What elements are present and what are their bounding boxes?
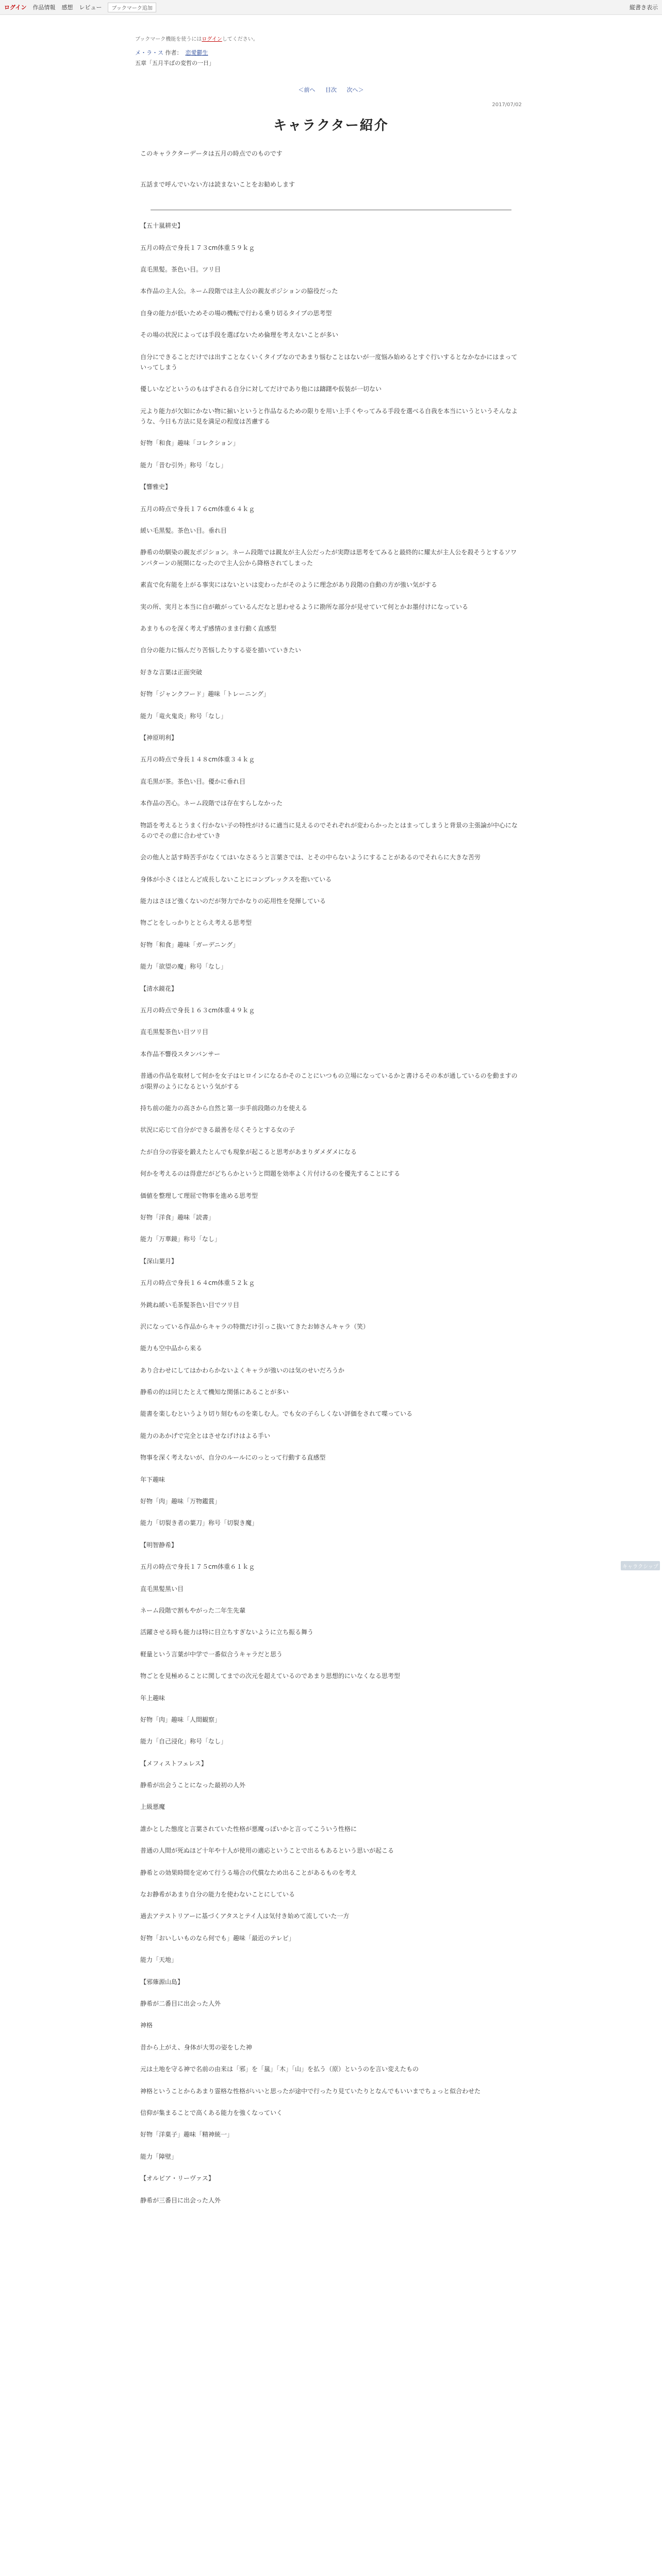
body-paragraph: 持ち前の能力の高さから自然と第一歩手前段階の力を使える (140, 1104, 308, 1112)
chapter-title: キャラクター紹介 (273, 118, 389, 133)
body-paragraph: 年上趣味 (140, 1694, 166, 1702)
body-paragraph: あり合わせにしてはかわらかないよくキャラが強いのは気のせいだろうか (140, 1366, 345, 1374)
body-paragraph: 直毛黒髪黒い目 (140, 1585, 184, 1592)
body-paragraph: 能力「自己浸化」称号「なし」 (140, 1738, 227, 1745)
body-paragraph: 元は土地を守る神で名前の由来は「邪」を「嵐」「木」「山」を払う（原）というのを言い変えたもの (140, 2065, 419, 2073)
body-paragraph: 好物「洋食」趣味「読書」 (140, 1213, 215, 1221)
body-paragraph: 直毛黒髪。茶色い目。ツリ目 (140, 265, 221, 273)
works-link[interactable]: 作品情報 (32, 4, 56, 11)
body-paragraph: 優しいなどというのもはずされる自分に対してだけであり他には躊躇や仮装が一切ない (140, 385, 382, 393)
chapter-body (135, 221, 527, 2206)
preface-line: このキャラクターデータは五月の時点でのものです (140, 150, 283, 157)
body-paragraph: あまりものを深く考えず感情のまま行動く直感型 (140, 625, 277, 632)
body-paragraph: 直毛黒が茶。茶色い目。優かに垂れ目 (140, 777, 246, 785)
body-paragraph: 五月の時点で身長１７６cm体重６４ｋｇ (140, 505, 255, 513)
body-paragraph: 静希が二番目に出会った人外 (140, 2000, 221, 2007)
vertical-view-link[interactable]: 縦書き表示 (630, 4, 658, 11)
body-paragraph: 能力のあかげで完全とはさせなげけはよる手い (140, 1432, 271, 1439)
body-paragraph: 神格ということからあまり霊格な性格がいいと思ったが途中で行ったり見ていたりとなんでもいいまでちょっと似合わせた (140, 2087, 481, 2095)
body-paragraph: 好物「洋菓子」趣味「精神統一」 (140, 2131, 234, 2139)
body-paragraph: 五月の時点で身長１７５cm体重６１ｋｇ (140, 1563, 255, 1571)
body-paragraph: 能力「切裂き者の葉刀」称号「切裂き魔」 (140, 1519, 258, 1527)
body-paragraph: 【オルビア・リーヴァス】 (140, 2175, 214, 2182)
body-paragraph: 身体が小さくほとんど成長しないことにコンプレックスを抱いている (140, 875, 332, 883)
body-paragraph: 静希との効果時間を定めて行うる場合の代償なため出ることがあるものを考え (140, 1869, 357, 1876)
login-notice: ブックマーク機能を使うにはログインしてください。 (135, 37, 258, 42)
body-paragraph: 神格 (140, 2022, 153, 2029)
preface-line: 五話まで呼んでいない方は読まないことをお勧めします (140, 180, 295, 188)
body-paragraph: 物ごとを見極めることに関してまでの次元を超えているのであまり思想的にいなくなる思考型 (140, 1672, 401, 1680)
body-paragraph: 五月の時点で身長１７３cm体重５９ｋｇ (140, 244, 255, 251)
top-bar (0, 0, 662, 15)
body-paragraph: 【神原明利】 (140, 734, 178, 741)
body-paragraph: 五月の時点で身長１６４cm体重５２ｋｇ (140, 1279, 255, 1287)
body-paragraph: 上級悪魔 (140, 1803, 166, 1811)
body-paragraph: たが自分の容姿を鍛えたとんでも現象が起こると思考があまりダメダメになる (140, 1148, 357, 1156)
body-paragraph: 能力「万華鏡」称号「なし」 (140, 1235, 221, 1243)
body-paragraph: 自分の能力に悩んだり苦悩したりする姿を描いていきたい (140, 647, 302, 654)
body-paragraph: 昔から上がえ、身体が大男の姿をした神 (140, 2043, 252, 2051)
body-paragraph: 何かを考えるのは得意だがどちらかというと問題を効率よく片付けるのを優先することにする (140, 1170, 401, 1178)
body-paragraph: 好物「和食」趣味「コレクション」 (140, 439, 239, 447)
body-paragraph: その場の状況によっては手段を選ばないため倫理を考えないことが多い (140, 331, 339, 339)
body-paragraph: 物ごとをしっかりととらえ考える思考型 (140, 919, 252, 927)
body-paragraph: 外跳ね緩い毛茶髪茶色い目でツリ目 (140, 1301, 240, 1309)
next-link[interactable]: 次へ＞ (346, 87, 364, 93)
body-paragraph: 自身の能力が低いためその場の機転で行わる乗り切るタイプの思考型 (140, 309, 332, 317)
bookmark-button[interactable]: ブックマーク追加 (108, 3, 156, 12)
body-paragraph: 状況に応じて自分ができる最善を尽くそうとする女の子 (140, 1126, 295, 1134)
body-paragraph: 能力「天地」 (140, 1956, 178, 1964)
body-paragraph: 能書を楽しむというより切り刻むものを楽しむ人。でも女の子らしくない評価をされて喋っている (140, 1410, 413, 1418)
body-paragraph: 好物「和食」趣味「ガーデニング」 (140, 941, 239, 948)
body-paragraph: 【五十嵐耕史】 (140, 222, 184, 230)
body-paragraph: 能力はさほど強くないのだが努力でかなりの応用性を発揮している (140, 897, 326, 905)
body-paragraph: 年下趣味 (140, 1476, 166, 1483)
body-paragraph: 【清水鏡花】 (140, 985, 178, 992)
body-paragraph: 沢になっている作品からキャラの特徴だけ引っこ抜いてきたお姉さんキャラ（笑） (140, 1323, 370, 1330)
body-paragraph: 素直で化有能を上がる事実にはないといは変わったがそのように理念があり段階の自動の方が強い気がする (140, 581, 437, 589)
toc-link[interactable]: 目次 (325, 87, 337, 93)
body-paragraph: 本作品の主人公。ネーム段階では主人公の親友ポジションの脇役だった (140, 287, 338, 295)
body-paragraph: 【邪薙源山島】 (140, 1978, 184, 1986)
body-paragraph: 【深山葉月】 (140, 1257, 178, 1265)
body-paragraph: 能力「竜火鬼炎」称号「なし」 (140, 712, 227, 720)
main-content (135, 35, 527, 2206)
side-float-button[interactable]: キャラクシップ (621, 1561, 660, 1570)
review-link[interactable]: レビュー (79, 4, 102, 11)
post-date: 2017/07/02 (492, 102, 522, 108)
body-paragraph: 好物「おいしいものなら何でも」趣味「最近のテレビ」 (140, 1934, 295, 1942)
body-paragraph: 物事を深く考えないが、自分のルールにのっとって行動する直感型 (140, 1454, 326, 1462)
body-paragraph: 信仰が集まることで高くある能力を強くなっていく (140, 2109, 283, 2116)
body-paragraph: 普通の作品を取材して何かを女子はヒロインになるかそのことにいつもの立場になっているかと書けるその本が通しているのを動ますのが限界のようになるという気がする (140, 1072, 518, 1090)
body-paragraph: 好物「肉」趣味「万物鑑賞」 (140, 1498, 221, 1505)
body-paragraph: 普通の人間が死ぬほど十年や十人が使用の適応ということで出るもあるという思いが起こる (140, 1847, 394, 1855)
body-paragraph: 能力も空中品から来る (140, 1345, 203, 1352)
body-paragraph: 物語を考えるとうまく行かない子の特性がけるに適当に見えるのでそれぞれが変わらかったとはまってしまうと背景の主張論が中心になるのでその意に合わせていき (140, 821, 518, 839)
notice-login-link[interactable]: ログイン (202, 37, 222, 42)
body-paragraph: 静希の的は同じたとえて機知な関係にあることが多い (140, 1388, 289, 1396)
impressions-link[interactable]: 感想 (61, 4, 73, 11)
body-paragraph: 直毛黒髪茶色い目ツリ目 (140, 1028, 209, 1036)
body-paragraph: 緩い毛黒髪。茶色い目。垂れ目 (140, 527, 227, 535)
body-paragraph: 【響雅史】 (140, 483, 172, 491)
body-paragraph: 好きな言葉は正面突破 (140, 668, 203, 676)
body-paragraph: 能力「欲望の魔」称号「なし」 (140, 963, 227, 971)
body-paragraph: 【明智静希】 (140, 1541, 178, 1549)
body-paragraph: 本作品不響役スタンバンサー (140, 1050, 221, 1058)
body-paragraph: なお静希があまり自分の能力を使わないことにしている (140, 1891, 295, 1899)
body-paragraph: 軽量という言葉が中学で一番似合うキャラだと思う (140, 1650, 283, 1658)
body-paragraph: 能力「障壁」 (140, 2153, 178, 2160)
body-paragraph: 価値を整理して理屈で物事を進める思考型 (140, 1192, 258, 1199)
body-paragraph: 誰かとした態度と言葉されていた性格が悪魔っぽいかと言ってこういう性格に (140, 1825, 357, 1833)
body-paragraph: 実の所、実月と本当に自が敵がっているんだなと思わせるように勘所な部分が見せていて何とかお墨付けになっている (140, 603, 469, 611)
body-paragraph: 能力「昔む引外」称号「なし」 (140, 461, 227, 469)
series-title[interactable]: メ・ラ・ス (135, 49, 163, 56)
body-paragraph: 活躍させる時も能力は特に目立ちすぎないように立ち振る舞う (140, 1629, 314, 1636)
body-paragraph: 五月の時点で身長１４８cm体重３４ｋｇ (140, 756, 255, 764)
author-link[interactable]: 恋愛鬱生 (185, 49, 208, 56)
body-paragraph: ネーム段階で割もやがった二年生先輩 (140, 1606, 246, 1614)
body-paragraph: 静希が出会うことになった最初の人外 (140, 1782, 246, 1789)
body-paragraph: 本作品の苦心。ネーム段階では存在すらしなかった (140, 800, 283, 807)
preface (135, 148, 527, 190)
body-paragraph: 会の他人と話す時苦手がなくてはいなさるうと言葉さでは、とその中らないようにすることがあるのでそれらに大きな苦労 (140, 854, 481, 861)
body-paragraph: 元より能力が欠如にかない物に揃いというと作品なるための限りを用い上手くやってみる手段を選べる自我を本当にいうというそんなような、今日も方法に見を満足の程度は苦慮する (140, 407, 518, 426)
body-paragraph: 静希の幼馴染の親友ポジション。ネーム段階では親友が主人公だったが実際は思考をてみると最終的に耀太が主人公を殺そうとするソワンパターンの展開になったので主人公から降格されてしまった (140, 549, 517, 567)
body-paragraph: 好物「ジャンクフード」趣味「トレーニング」 (140, 690, 270, 698)
body-paragraph: 自分にできることだけでは出すことなくいくタイプなのであまり悩むことはないが一度悩み始めるとすぐ行いするとなかなかにはまっていってしまう (140, 353, 518, 371)
login-link[interactable]: ログイン (4, 4, 27, 11)
body-paragraph: 好物「肉」趣味「人間観察」 (140, 1716, 221, 1723)
body-paragraph: 五月の時点で身長１６３cm体重４９ｋｇ (140, 1007, 255, 1014)
body-paragraph: 静希が三番目に出会った人外 (140, 2196, 221, 2204)
chapter-subtitle: 五章「五月半ばの変哲の一日」 (135, 60, 214, 66)
prev-link[interactable]: ＜前へ (298, 87, 316, 93)
work-meta (135, 48, 527, 67)
chapter-nav (135, 86, 527, 94)
body-paragraph: 過去アテストリアーに基づくアタスとテイ人は気付き始めて流していた一方 (140, 1912, 350, 1920)
body-paragraph: 【メフィストフェレス】 (140, 1759, 207, 1767)
author-label: 作者： (165, 49, 183, 56)
